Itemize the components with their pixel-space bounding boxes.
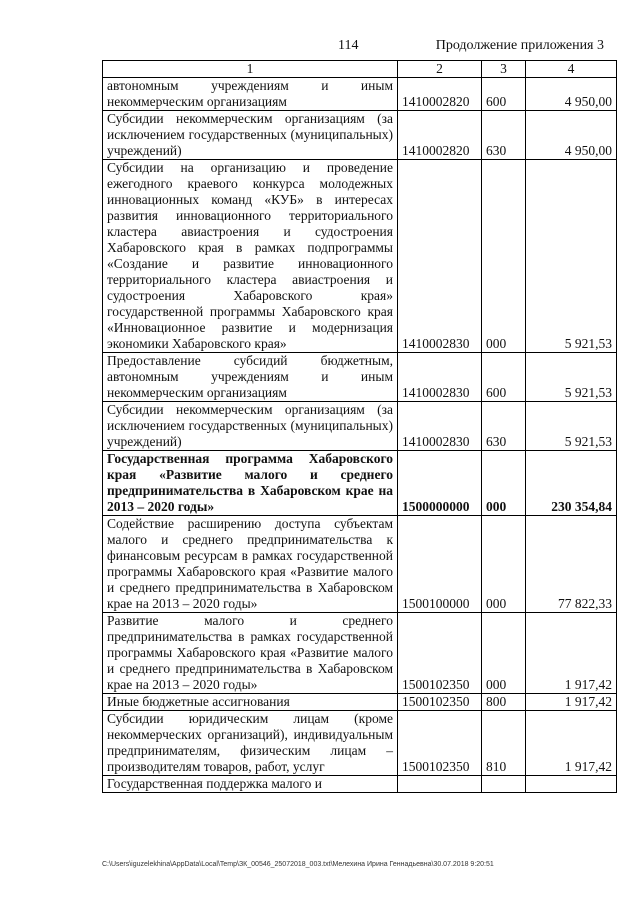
table-row <box>103 353 617 402</box>
row-code-cell: 1410002820 <box>398 111 482 160</box>
row-name-cell: автономным учреждениям и иным некоммерческим организациям <box>103 78 398 111</box>
row-name-cell: Субсидии юридическим лицам (кроме некоммерческих организаций), индивидуальным предпринимателям, физическим лицам – производителям товаров, работ, услуг <box>103 711 398 776</box>
row-sum-cell: 5 921,53 <box>526 160 617 353</box>
row-code-cell: 1500102350 <box>398 711 482 776</box>
row-type-cell: 630 <box>482 402 526 451</box>
row-name-cell: Субсидии на организацию и проведение ежегодного краевого конкурса молодежных инновационных команд «КУБ» в интересах развития инновационного территориального кластера авиастроения и судостроения Хабаровского края в рамках подпрограммы «Создание и развитие инновационного территориального кластера авиастроения и судостроения Хабаровского края» государственной программы Хабаровского края «Инновационное развитие и модернизация экономики Хабаровского края» <box>103 160 398 353</box>
row-code-cell: 1500102350 <box>398 694 482 711</box>
row-name-cell: Государственная программа Хабаровского края «Развитие малого и среднего предпринимательства в Хабаровском крае на 2013 – 2020 годы» <box>103 451 398 516</box>
row-name-cell: Субсидии некоммерческим организациям (за исключением государственных (муниципальных) учреждений) <box>103 402 398 451</box>
file-path-footer: C:\Users\iguzelekhina\AppData\Local\Temp\ЗК_00546_25072018_003.txt\Мелехина Ирина Геннадьевна\30.07.2018 9:20:51 <box>102 861 494 868</box>
table-row <box>103 711 617 776</box>
row-code-cell: 1500102350 <box>398 613 482 694</box>
table-row <box>103 613 617 694</box>
row-sum-cell: 4 950,00 <box>526 78 617 111</box>
row-sum-cell: 5 921,53 <box>526 353 617 402</box>
row-name-cell: Развитие малого и среднего предпринимательства в рамках государственной программы Хабаровского края «Развитие малого и среднего предпринимательства в Хабаровском крае на 2013 – 2020 годы» <box>103 613 398 694</box>
header-col-3: 3 <box>482 61 526 78</box>
row-code-cell: 1410002830 <box>398 402 482 451</box>
row-code-cell: 1410002820 <box>398 78 482 111</box>
table-header-row <box>103 61 617 78</box>
row-type-cell: 600 <box>482 353 526 402</box>
row-name-cell: Содействие расширению доступа субъектам малого и среднего предпринимательства к финансовым ресурсам в рамках государственной программы Хабаровского края «Развитие малого и среднего предпринимательства в Хабаровском крае на 2013 – 2020 годы» <box>103 516 398 613</box>
row-sum-cell: 5 921,53 <box>526 402 617 451</box>
row-code-cell <box>398 776 482 793</box>
row-name-cell: Предоставление субсидий бюджетным, автономным учреждениям и иным некоммерческим организациям <box>103 353 398 402</box>
table-row <box>103 78 617 111</box>
table-row <box>103 776 617 793</box>
page-number: 114 <box>338 38 359 53</box>
row-type-cell: 000 <box>482 160 526 353</box>
row-type-cell: 000 <box>482 516 526 613</box>
table-row <box>103 694 617 711</box>
row-sum-cell: 4 950,00 <box>526 111 617 160</box>
table-row <box>103 402 617 451</box>
row-code-cell: 1500100000 <box>398 516 482 613</box>
row-sum-cell: 1 917,42 <box>526 694 617 711</box>
row-type-cell <box>482 776 526 793</box>
row-type-cell: 000 <box>482 613 526 694</box>
row-sum-cell: 77 822,33 <box>526 516 617 613</box>
row-code-cell: 1500000000 <box>398 451 482 516</box>
table-row <box>103 111 617 160</box>
row-name-cell: Государственная поддержка малого и <box>103 776 398 793</box>
appendix-caption: Продолжение приложения 3 <box>435 38 604 53</box>
table-row <box>103 160 617 353</box>
row-sum-cell: 230 354,84 <box>526 451 617 516</box>
table-row <box>103 516 617 613</box>
header-col-4: 4 <box>526 61 617 78</box>
row-type-cell: 600 <box>482 78 526 111</box>
budget-table <box>102 60 617 793</box>
row-type-cell: 630 <box>482 111 526 160</box>
row-type-cell: 800 <box>482 694 526 711</box>
row-name-cell: Иные бюджетные ассигнования <box>103 694 398 711</box>
row-sum-cell: 1 917,42 <box>526 613 617 694</box>
row-code-cell: 1410002830 <box>398 353 482 402</box>
row-sum-cell: 1 917,42 <box>526 711 617 776</box>
header-col-1: 1 <box>103 61 398 78</box>
header-col-2: 2 <box>398 61 482 78</box>
row-code-cell: 1410002830 <box>398 160 482 353</box>
row-sum-cell <box>526 776 617 793</box>
table-row <box>103 451 617 516</box>
row-name-cell: Субсидии некоммерческим организациям (за исключением государственных (муниципальных) учреждений) <box>103 111 398 160</box>
row-type-cell: 000 <box>482 451 526 516</box>
row-type-cell: 810 <box>482 711 526 776</box>
